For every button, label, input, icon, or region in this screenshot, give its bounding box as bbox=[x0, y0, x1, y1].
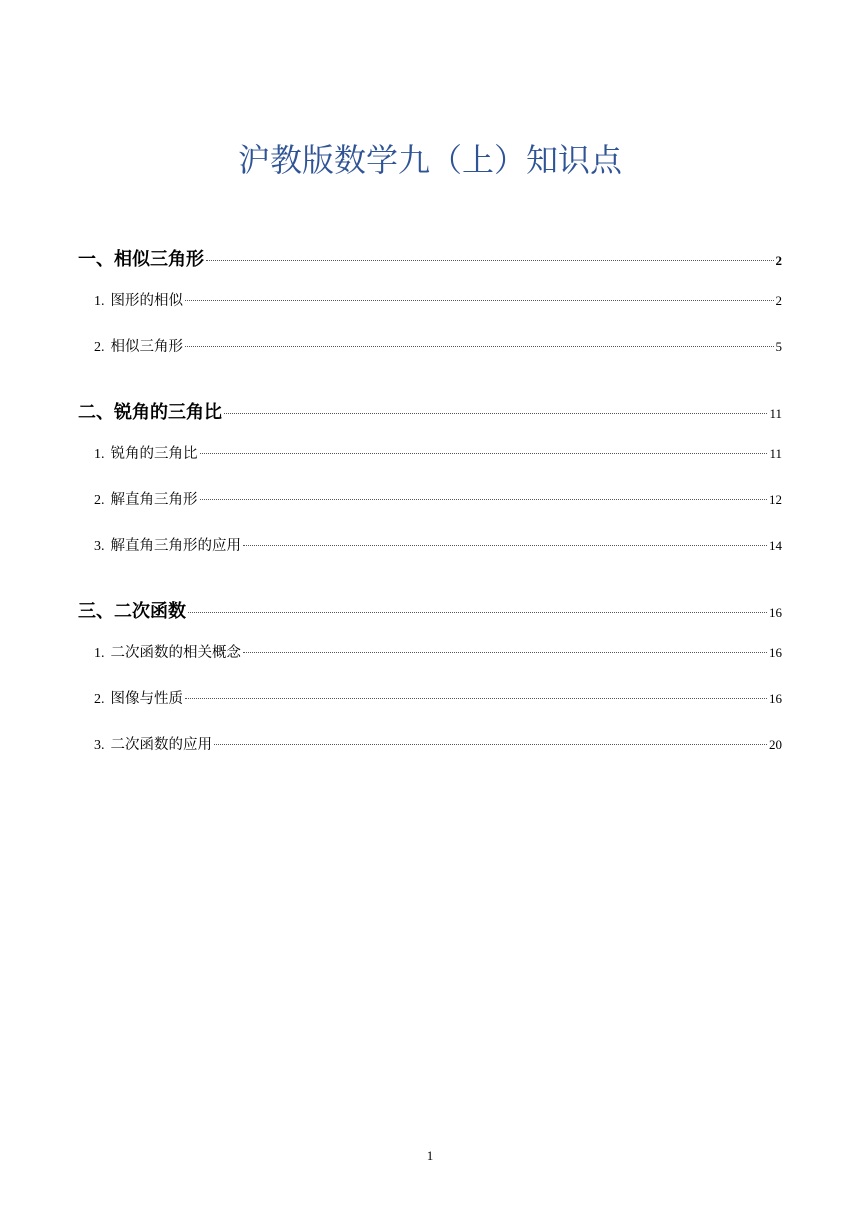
toc-entry[interactable] bbox=[78, 324, 782, 370]
dot-leader bbox=[224, 413, 767, 414]
dot-leader bbox=[206, 260, 774, 261]
toc-entry-number: 2. bbox=[94, 493, 105, 508]
toc-page-number: 2 bbox=[775, 253, 782, 268]
toc-page-number: 20 bbox=[769, 737, 782, 752]
toc-entry-label: 锐角的三角比 bbox=[110, 446, 198, 462]
toc-entry[interactable] bbox=[78, 477, 782, 523]
toc-entry[interactable] bbox=[78, 278, 782, 324]
toc-entry[interactable] bbox=[78, 523, 782, 569]
toc-heading-label: 二、锐角的三角比 bbox=[78, 402, 222, 423]
dot-leader bbox=[185, 698, 767, 699]
toc-heading[interactable] bbox=[78, 395, 782, 431]
toc-entry-number: 1. bbox=[94, 294, 105, 309]
toc-entry[interactable] bbox=[78, 676, 782, 722]
toc-heading-label: 三、二次函数 bbox=[78, 601, 186, 622]
page-number: 1 bbox=[426, 1148, 434, 1163]
toc-entry-label: 解直角三角形的应用 bbox=[110, 538, 241, 554]
toc-heading[interactable] bbox=[78, 594, 782, 630]
toc-page-number: 5 bbox=[775, 339, 782, 354]
toc-heading-label: 一、相似三角形 bbox=[78, 249, 204, 270]
toc-page-number: 16 bbox=[769, 605, 782, 620]
toc-entry[interactable] bbox=[78, 630, 782, 676]
table-of-contents bbox=[78, 242, 782, 793]
toc-entry[interactable] bbox=[78, 722, 782, 768]
toc-entry-label: 相似三角形 bbox=[110, 339, 183, 355]
document-title: 沪教版数学九（上）知识点 bbox=[237, 141, 622, 179]
toc-heading[interactable] bbox=[78, 242, 782, 278]
toc-entry[interactable] bbox=[78, 431, 782, 477]
toc-entry-label: 图像与性质 bbox=[110, 691, 183, 707]
toc-page-number: 14 bbox=[769, 538, 782, 553]
toc-section-similar-triangles bbox=[78, 242, 782, 370]
toc-section-quadratic-functions bbox=[78, 594, 782, 768]
toc-section-trig-ratios bbox=[78, 395, 782, 569]
toc-entry-number: 3. bbox=[94, 738, 105, 753]
dot-leader bbox=[188, 612, 767, 613]
dot-leader bbox=[214, 744, 767, 745]
toc-entry-number: 1. bbox=[94, 447, 105, 462]
toc-entry-label: 解直角三角形 bbox=[110, 492, 198, 508]
toc-entry-number: 2. bbox=[94, 340, 105, 355]
toc-entry-label: 二次函数的相关概念 bbox=[110, 645, 241, 661]
toc-page-number: 12 bbox=[769, 492, 782, 507]
dot-leader bbox=[243, 652, 767, 653]
toc-page-number: 16 bbox=[769, 645, 782, 660]
dot-leader bbox=[185, 300, 774, 301]
toc-entry-number: 3. bbox=[94, 539, 105, 554]
toc-entry-label: 图形的相似 bbox=[110, 293, 183, 309]
toc-page-number: 16 bbox=[769, 691, 782, 706]
dot-leader bbox=[200, 453, 768, 454]
dot-leader bbox=[200, 499, 768, 500]
toc-page-number: 11 bbox=[769, 406, 782, 421]
toc-entry-label: 二次函数的应用 bbox=[110, 737, 212, 753]
dot-leader bbox=[243, 545, 767, 546]
toc-entry-number: 1. bbox=[94, 646, 105, 661]
dot-leader bbox=[185, 346, 774, 347]
toc-page-number: 2 bbox=[775, 293, 782, 308]
toc-entry-number: 2. bbox=[94, 692, 105, 707]
toc-page-number: 11 bbox=[769, 446, 782, 461]
